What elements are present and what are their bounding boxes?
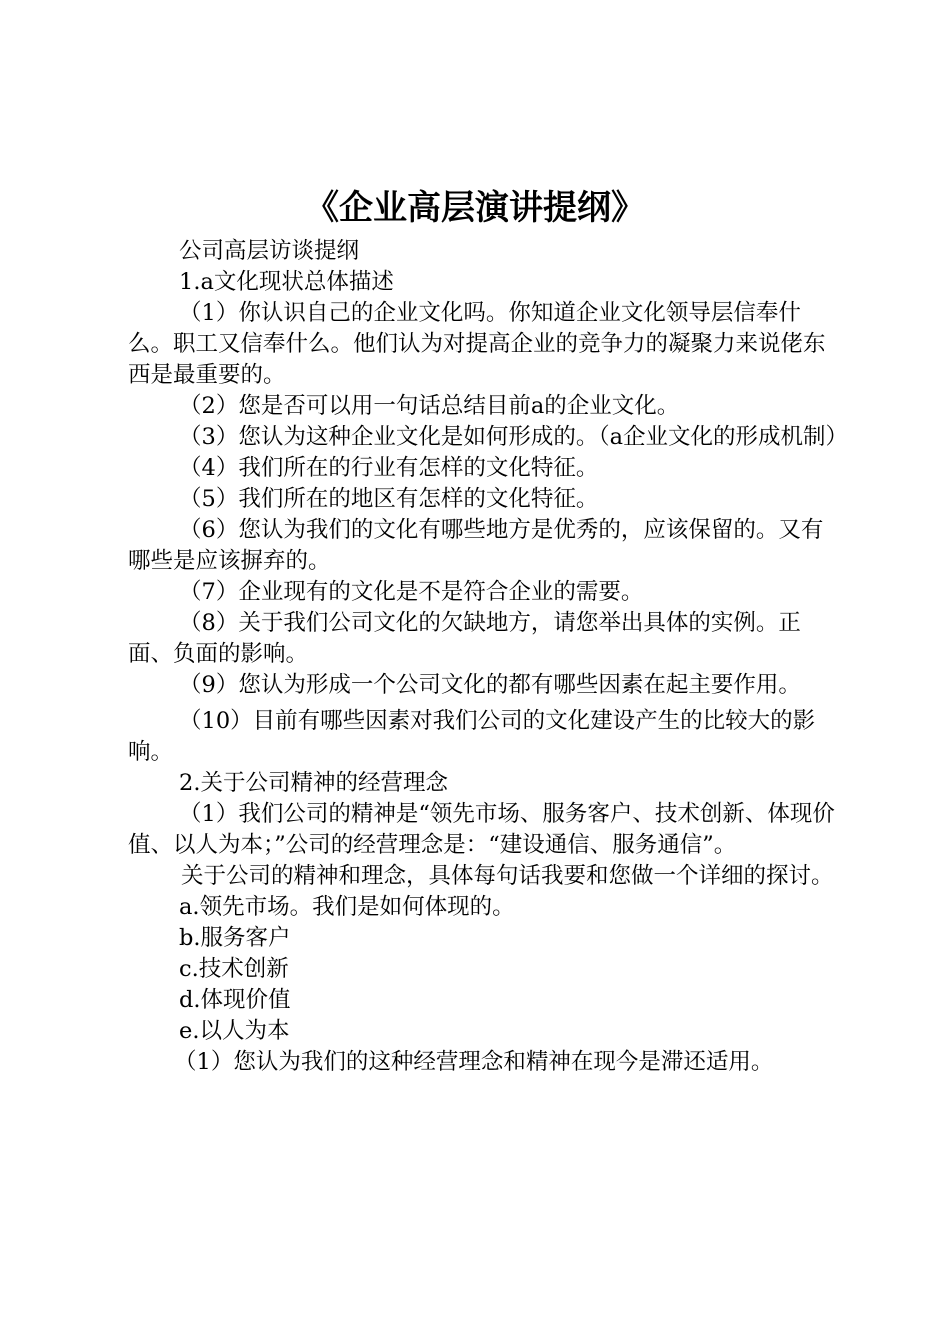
paragraph: （3）您认为这种企业文化是如何形成的。（a企业文化的形成机制）: [179, 424, 848, 450]
paragraph: （10）目前有哪些因素对我们公司的文化建设产生的比较大的影响。: [128, 708, 816, 765]
paragraph-subtitle: 公司高层访谈提纲: [179, 238, 360, 264]
list-item: e.以人为本: [179, 1018, 290, 1044]
paragraph: （1）您认为我们的这种经营理念和精神在现今是滞还适用。: [174, 1049, 774, 1075]
paragraph: （7）企业现有的文化是不是符合企业的需要。: [179, 579, 644, 605]
section-heading-2: 2.关于公司精神的经营理念: [179, 770, 448, 796]
paragraph: （2）您是否可以用一句话总结目前a的企业文化。: [179, 393, 680, 419]
paragraph: （4）我们所在的行业有怎样的文化特征。: [179, 455, 599, 481]
list-item: c.技术创新: [179, 956, 289, 982]
document-title: 《企业高层演讲提纲》: [305, 188, 645, 228]
paragraph: （1）你认识自己的企业文化吗。你知道企业文化领导层信奉什么。职工又信奉什么。他们认为对提高企业的竞争力的凝聚力来说佬东西是最重要的。: [128, 300, 826, 388]
document-body: [128, 236, 848, 1078]
section-heading-1: 1.a文化现状总体描述: [179, 269, 394, 295]
paragraph: 关于公司的精神和理念，具体每句话我要和您做一个详细的探讨。: [181, 863, 834, 889]
paragraph: （5）我们所在的地区有怎样的文化特征。: [179, 486, 599, 512]
paragraph: （8）关于我们公司文化的欠缺地方，请您举出具体的实例。正面、负面的影响。: [128, 610, 801, 667]
paragraph: （1）我们公司的精神是“领先市场、服务客户、技术创新、体现价值、以人为本；”公司的经营理念是：“建设通信、服务通信”。: [128, 801, 835, 858]
list-item: a.领先市场。我们是如何体现的。: [179, 894, 515, 920]
paragraph: （6）您认为我们的文化有哪些地方是优秀的，应该保留的。又有哪些是应该摒弃的。: [128, 517, 824, 574]
list-item: d.体现价值: [179, 987, 291, 1013]
list-item: b.服务客户: [179, 925, 291, 951]
paragraph: （9）您认为形成一个公司文化的都有哪些因素在起主要作用。: [179, 672, 801, 698]
